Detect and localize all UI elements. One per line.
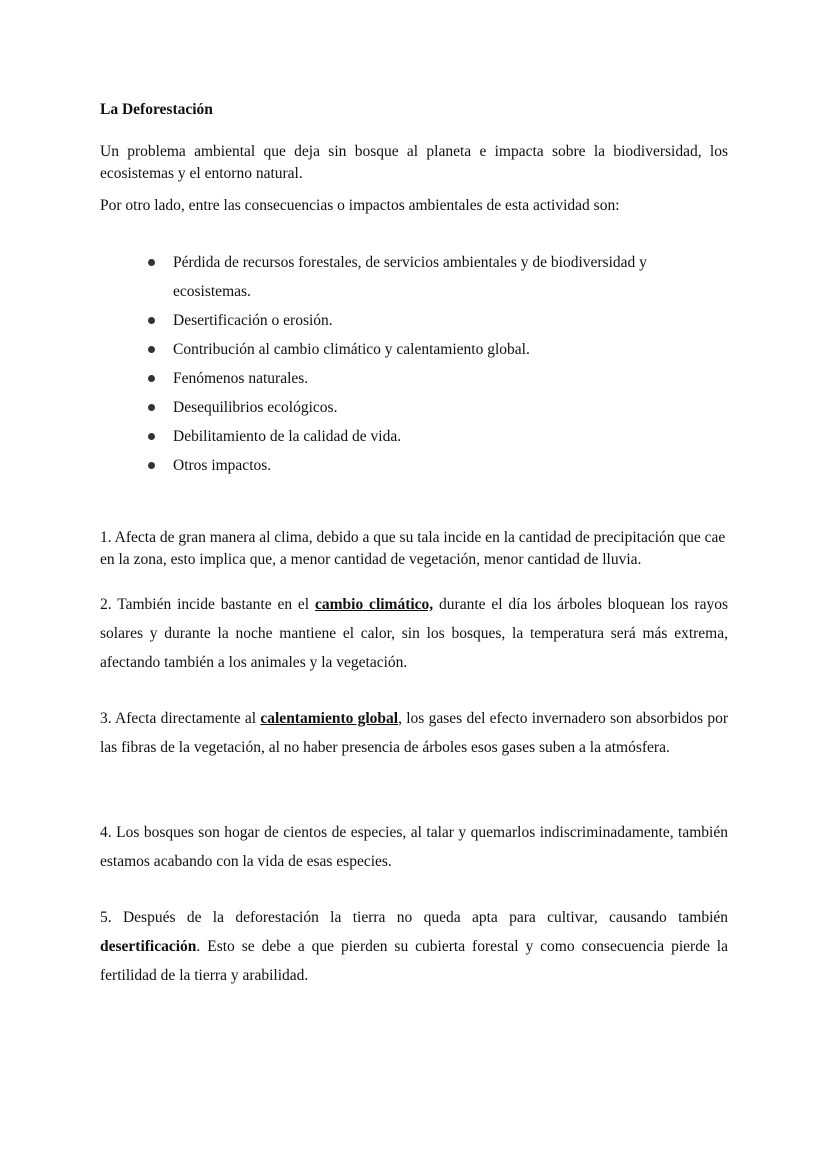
bullet-icon <box>148 433 155 440</box>
list-item: Desequilibrios ecológicos. <box>148 393 708 422</box>
list-item: Contribución al cambio climático y calentamiento global. <box>148 335 708 364</box>
term-calentamiento-global: calentamiento global <box>260 710 399 727</box>
paragraph-1: 1. Afecta de gran manera al clima, debido a que su tala incide en la cantidad de precipitación que cae en la zona, esto implica que, a menor cantidad de vegetación, menor cantidad de lluvia. <box>100 529 726 568</box>
bullet-icon <box>148 317 155 324</box>
impacts-list <box>148 248 708 480</box>
term-cambio-climatico: cambio climático, <box>314 596 434 613</box>
bullet-icon <box>148 462 155 469</box>
intro-paragraph: Un problema ambiental que deja sin bosque al planeta e impacta sobre la biodiversidad, los ecosistemas y el entorno natural. <box>100 143 728 182</box>
paragraph-2: 2. También incide bastante en el cambio climático, durante el día los árboles bloquean los rayos solares y durante la noche mantiene el calor, sin los bosques, la temperatura será más extrema, afectando también a los animales y la vegetación. <box>100 596 728 671</box>
paragraph-3: 3. Afecta directamente al calentamiento global, los gases del efecto invernadero son absorbidos por las fibras de la vegetación, al no haber presencia de árboles esos gases suben a la atmósfera. <box>100 710 728 756</box>
document-title: La Deforestación <box>100 101 213 118</box>
bullet-icon <box>148 404 155 411</box>
list-item: Pérdida de recursos forestales, de servicios ambientales y de biodiversidad y ecosistemas. <box>148 248 708 306</box>
list-item: Debilitamiento de la calidad de vida. <box>148 422 708 451</box>
bullet-icon <box>148 375 155 382</box>
bullet-icon <box>148 346 155 353</box>
list-item: Desertificación o erosión. <box>148 306 708 335</box>
bullet-icon <box>148 259 155 266</box>
paragraph-4: 4. Los bosques son hogar de cientos de especies, al talar y quemarlos indiscriminadamente, también estamos acabando con la vida de esas especies. <box>100 824 728 870</box>
paragraph-5: 5. Después de la deforestación la tierra no queda apta para cultivar, causando también desertificación. Esto se debe a que pierden su cubierta forestal y como consecuencia pierde la fertilidad de la tierra y arabilidad. <box>100 909 728 984</box>
lead-paragraph: Por otro lado, entre las consecuencias o impactos ambientales de esta actividad son: <box>100 197 620 214</box>
list-item: Otros impactos. <box>148 451 708 480</box>
term-desertificacion: desertificación <box>100 938 197 955</box>
list-item: Fenómenos naturales. <box>148 364 708 393</box>
